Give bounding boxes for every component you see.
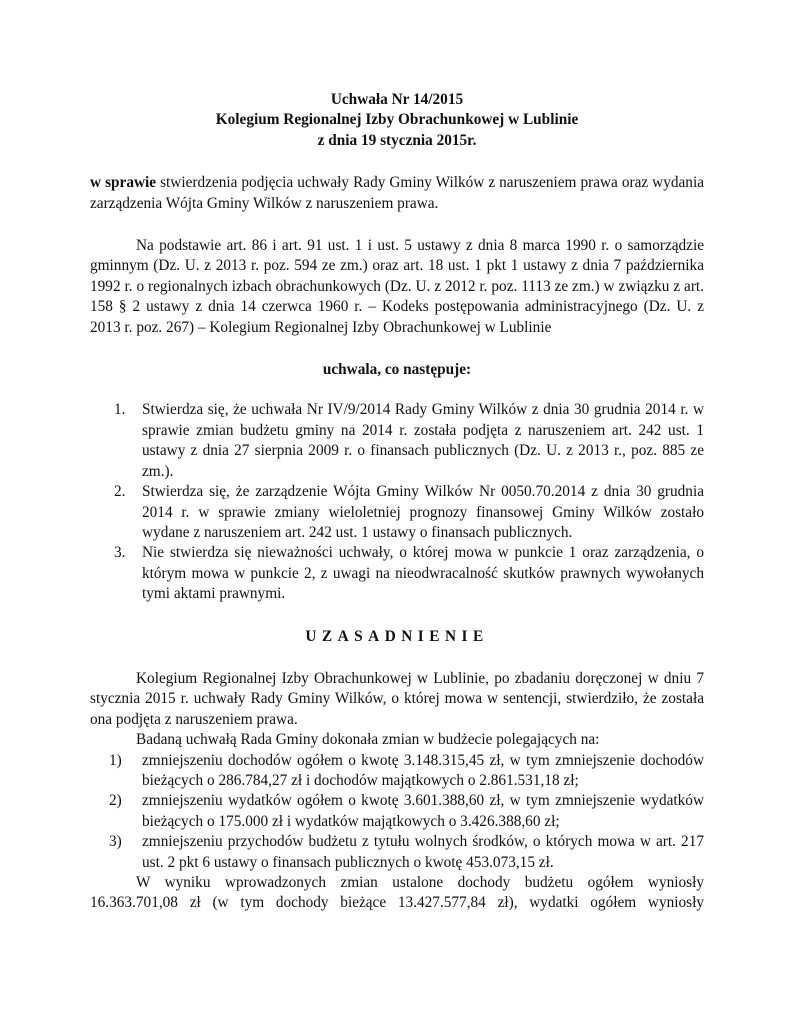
- resolutions-list: [90, 400, 704, 604]
- list-item: [90, 832, 704, 873]
- justification-intro: Kolegium Regionalnej Izby Obrachunkowej w Lublinie, po zbadaniu doręczonej w dniu 7 stycznia 2015 r. uchwały Rady Gminy Wilków, o której mowa w sentencji, stwierdziło, że została ona podjęta z naruszeniem prawa.: [90, 669, 704, 728]
- item-number: 1): [109, 751, 122, 769]
- item-number: 2.: [114, 483, 126, 501]
- changes-intro: Badaną uchwałą Rada Gminy dokonała zmian w budżecie polegających na:: [136, 731, 600, 749]
- resolution-title: [90, 90, 704, 151]
- legal-basis-paragraph: Na podstawie art. 86 i art. 91 ust. 1 i ust. 5 ustawy z dnia 8 marca 1990 r. o samorządzie gminnym (Dz. U. z 2013 r. poz. 594 ze zm.) oraz art. 18 ust. 1 pkt 1 ustawy z dnia 7 października 1992 r. o regionalnych izbach obrachunkowych (Dz. U. z 2012 r. poz. 1113 ze zm.) w związku z art. 158 § 2 ustawy z dnia 14 czerwca 1960 r. – Kodeks postępowania administracyjnego (Dz. U. z 2013 r. poz. 267) – Kolegium Regionalnej Izby Obrachunkowej w Lublinie: [90, 237, 704, 336]
- changes-list: [90, 751, 704, 873]
- result-paragraph: W wyniku wprowadzonych zmian ustalone dochody budżetu ogółem wyniosły 16.363.701,08 zł (w tym dochody bieżące 13.427.577,84 zł), wydatki ogółem wyniosły: [90, 874, 704, 912]
- item-text: Stwierdza się, że zarządzenie Wójta Gminy Wilków Nr 0050.70.2014 z dnia 30 grudnia 2014 r. w sprawie zmiany wieloletniej prognozy finansowej Gminy Wilków zostało wydane z naruszeniem art. 242 ust. 1 ustawy o finansach publicznych.: [142, 483, 704, 541]
- resolution-date: z dnia 19 stycznia 2015r.: [317, 131, 477, 149]
- document-page: [90, 90, 704, 914]
- list-item: [90, 751, 704, 792]
- item-text: Nie stwierdza się nieważności uchwały, o której mowa w punkcie 1 oraz zarządzenia, o którym mowa w punkcie 2, z uwagi na nieodwracalność skutków prawnych wywołanych tymi aktami prawnymi.: [142, 544, 704, 603]
- resolves-heading: uchwala, co następuje:: [322, 361, 472, 379]
- resolution-subject: [90, 173, 704, 214]
- list-item: [90, 482, 704, 543]
- subject-text: stwierdzenia podjęcia uchwały Rady Gminy Wilków z naruszeniem prawa oraz wydania zarządzenia Wójta Gminy Wilków z naruszeniem prawa.: [90, 174, 704, 212]
- item-text: Stwierdza się, że uchwała Nr IV/9/2014 Rady Gminy Wilków z dnia 30 grudnia 2014 r. w sprawie zmian budżetu gminy na 2014 r. została podjęta z naruszeniem art. 242 ust. 1 ustawy z dnia 27 sierpnia 2009 r. o finansach publicznych (Dz. U. z 2013 r., poz. 885 ze zm.).: [142, 401, 704, 480]
- item-text: zmniejszeniu przychodów budżetu z tytułu wolnych środków, o których mowa w art. 217 ust. 2 pkt 6 ustawy o finansach publicznych o kwotę 453.073,15 zł.: [142, 833, 704, 871]
- list-item: [90, 791, 704, 832]
- justification-heading: UZASADNIENIE: [305, 627, 489, 645]
- list-item: [90, 400, 704, 482]
- list-item: [90, 543, 704, 604]
- subject-lead: w sprawie: [90, 174, 157, 192]
- item-number: 2): [109, 792, 122, 810]
- item-text: zmniejszeniu wydatków ogółem o kwotę 3.601.388,60 zł, w tym zmniejszenie wydatków bieżących o 175.000 zł i wydatków majątkowych o 3.426.388,60 zł;: [142, 792, 704, 830]
- item-text: zmniejszeniu dochodów ogółem o kwotę 3.148.315,45 zł, w tym zmniejszenie dochodów bieżących o 286.784,27 zł i dochodów majątkowych o 2.861.531,18 zł;: [142, 751, 704, 789]
- resolution-number: Uchwała Nr 14/2015: [330, 91, 464, 108]
- item-number: 3): [109, 833, 122, 851]
- item-number: 3.: [114, 544, 126, 562]
- issuing-body: Kolegium Regionalnej Izby Obrachunkowej w Lublinie: [215, 111, 579, 129]
- item-number: 1.: [114, 401, 126, 419]
